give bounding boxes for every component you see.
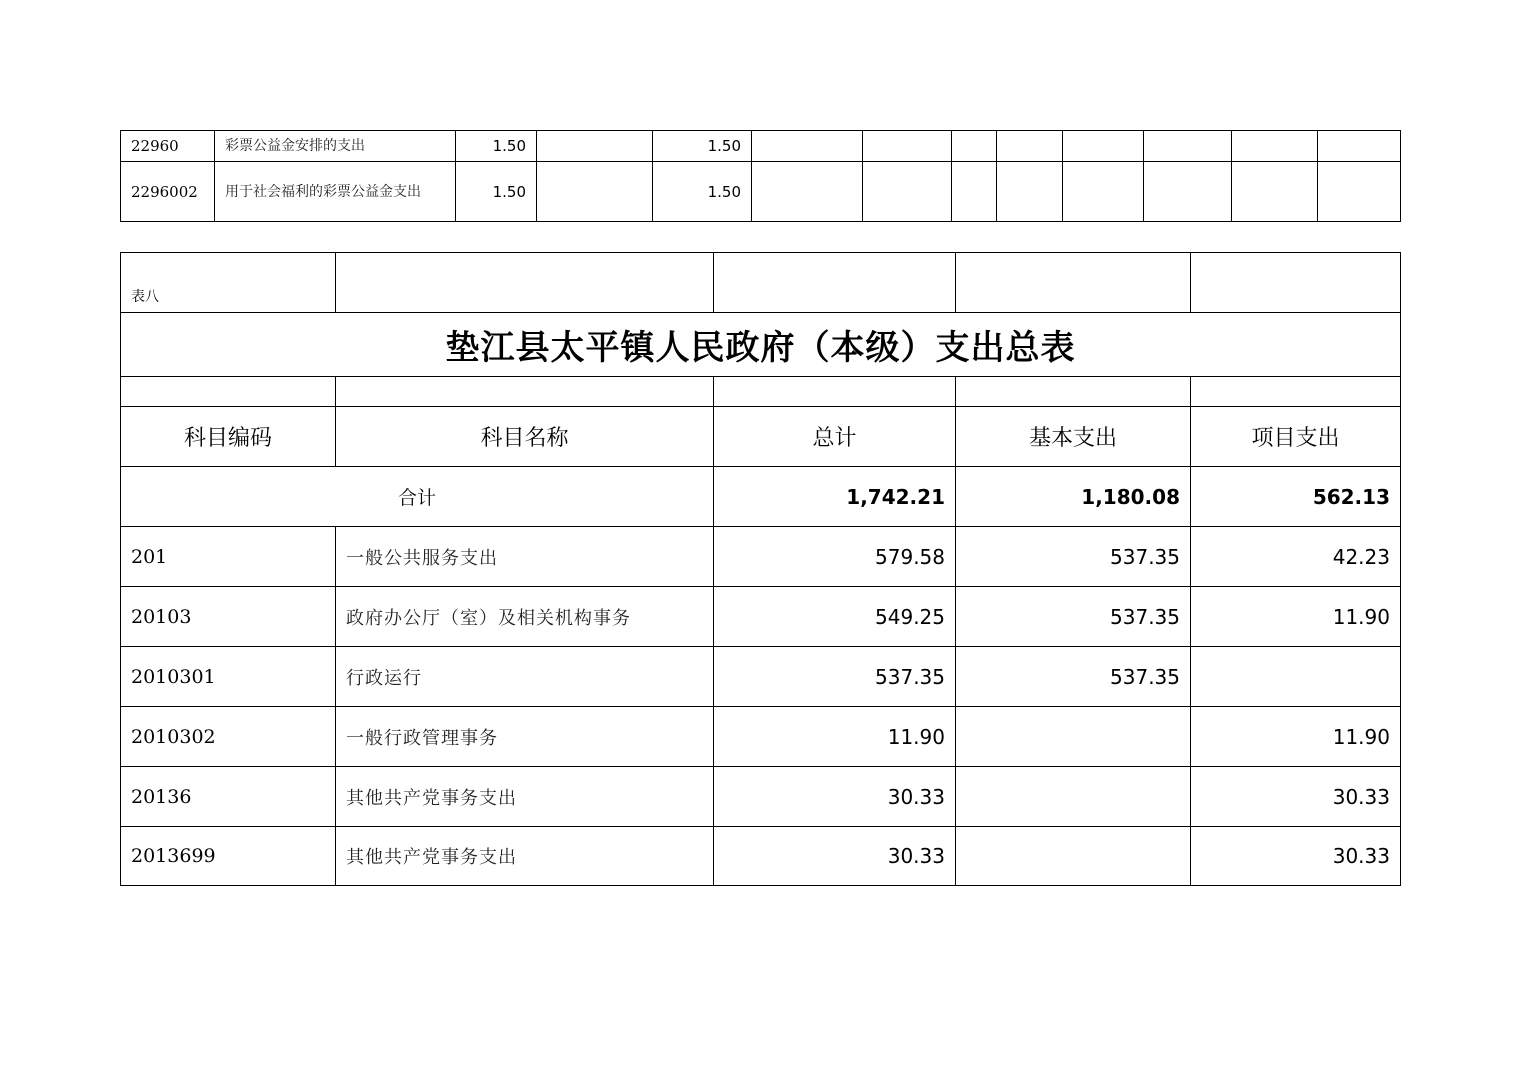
basic-amount bbox=[956, 767, 1191, 827]
header-row bbox=[121, 407, 1401, 467]
empty-cell bbox=[1232, 162, 1318, 222]
column-header-name: 科目名称 bbox=[336, 407, 714, 467]
subject-name: 政府办公厅（室）及相关机构事务 bbox=[336, 587, 714, 647]
project-amount: 11.90 bbox=[1191, 587, 1401, 647]
basic-amount bbox=[956, 827, 1191, 886]
project-amount: 30.33 bbox=[1191, 827, 1401, 886]
amount-cell: 1.50 bbox=[653, 131, 752, 162]
table-row bbox=[121, 647, 1401, 707]
subject-code: 2010302 bbox=[121, 707, 336, 767]
grand-total: 1,742.21 bbox=[714, 467, 956, 527]
empty-cell bbox=[1191, 253, 1401, 313]
project-amount bbox=[1191, 647, 1401, 707]
amount-cell: 1.50 bbox=[653, 162, 752, 222]
empty-cell bbox=[952, 162, 997, 222]
total-label: 合计 bbox=[121, 467, 714, 527]
total-amount: 30.33 bbox=[714, 827, 956, 886]
empty-cell bbox=[714, 253, 956, 313]
subject-code: 2013699 bbox=[121, 827, 336, 886]
total-amount: 549.25 bbox=[714, 587, 956, 647]
table-title: 垫江县太平镇人民政府（本级）支出总表 bbox=[121, 313, 1401, 377]
empty-cell bbox=[714, 377, 956, 407]
empty-cell bbox=[952, 131, 997, 162]
amount-cell: 1.50 bbox=[456, 162, 537, 222]
table-row bbox=[121, 587, 1401, 647]
empty-cell bbox=[1063, 162, 1144, 222]
project-amount: 11.90 bbox=[1191, 707, 1401, 767]
empty-cell bbox=[1063, 131, 1144, 162]
expenditure-summary-table bbox=[120, 252, 1401, 886]
project-total: 562.13 bbox=[1191, 467, 1401, 527]
basic-amount: 537.35 bbox=[956, 647, 1191, 707]
basic-total: 1,180.08 bbox=[956, 467, 1191, 527]
total-amount: 11.90 bbox=[714, 707, 956, 767]
project-amount: 42.23 bbox=[1191, 527, 1401, 587]
subject-name: 彩票公益金安排的支出 bbox=[215, 131, 456, 162]
empty-cell bbox=[863, 162, 952, 222]
previous-table bbox=[120, 130, 1401, 222]
subject-code: 2296002 bbox=[121, 162, 215, 222]
subject-code: 201 bbox=[121, 527, 336, 587]
total-amount: 579.58 bbox=[714, 527, 956, 587]
subject-code: 2010301 bbox=[121, 647, 336, 707]
empty-cell bbox=[1318, 131, 1401, 162]
basic-amount: 537.35 bbox=[956, 587, 1191, 647]
table-label-row bbox=[121, 253, 1401, 313]
amount-cell: 1.50 bbox=[456, 131, 537, 162]
empty-cell bbox=[1318, 162, 1401, 222]
empty-cell bbox=[752, 131, 863, 162]
table-row bbox=[121, 162, 1401, 222]
empty-cell bbox=[121, 377, 336, 407]
empty-cell bbox=[1144, 131, 1232, 162]
empty-cell bbox=[997, 162, 1063, 222]
empty-cell bbox=[336, 253, 714, 313]
table-row bbox=[121, 827, 1401, 886]
empty-cell bbox=[956, 377, 1191, 407]
basic-amount: 537.35 bbox=[956, 527, 1191, 587]
project-amount: 30.33 bbox=[1191, 767, 1401, 827]
subject-code: 22960 bbox=[121, 131, 215, 162]
total-amount: 537.35 bbox=[714, 647, 956, 707]
table-row bbox=[121, 767, 1401, 827]
total-row bbox=[121, 467, 1401, 527]
empty-cell bbox=[752, 162, 863, 222]
title-row bbox=[121, 313, 1401, 377]
empty-cell bbox=[956, 253, 1191, 313]
column-header-basic: 基本支出 bbox=[956, 407, 1191, 467]
subject-name: 一般公共服务支出 bbox=[336, 527, 714, 587]
total-amount: 30.33 bbox=[714, 767, 956, 827]
table-row bbox=[121, 527, 1401, 587]
table-row bbox=[121, 131, 1401, 162]
subject-name: 其他共产党事务支出 bbox=[336, 827, 714, 886]
empty-cell bbox=[1144, 162, 1232, 222]
empty-cell bbox=[336, 377, 714, 407]
empty-cell bbox=[863, 131, 952, 162]
empty-cell bbox=[1191, 377, 1401, 407]
amount-cell bbox=[537, 131, 653, 162]
subject-name: 行政运行 bbox=[336, 647, 714, 707]
spacer-row bbox=[121, 377, 1401, 407]
column-header-project: 项目支出 bbox=[1191, 407, 1401, 467]
table-label: 表八 bbox=[121, 253, 336, 313]
subject-code: 20103 bbox=[121, 587, 336, 647]
empty-cell bbox=[1232, 131, 1318, 162]
subject-name: 一般行政管理事务 bbox=[336, 707, 714, 767]
subject-name: 用于社会福利的彩票公益金支出 bbox=[215, 162, 456, 222]
column-header-code: 科目编码 bbox=[121, 407, 336, 467]
column-header-total: 总计 bbox=[714, 407, 956, 467]
basic-amount bbox=[956, 707, 1191, 767]
subject-name: 其他共产党事务支出 bbox=[336, 767, 714, 827]
subject-code: 20136 bbox=[121, 767, 336, 827]
amount-cell bbox=[537, 162, 653, 222]
empty-cell bbox=[997, 131, 1063, 162]
table-row bbox=[121, 707, 1401, 767]
